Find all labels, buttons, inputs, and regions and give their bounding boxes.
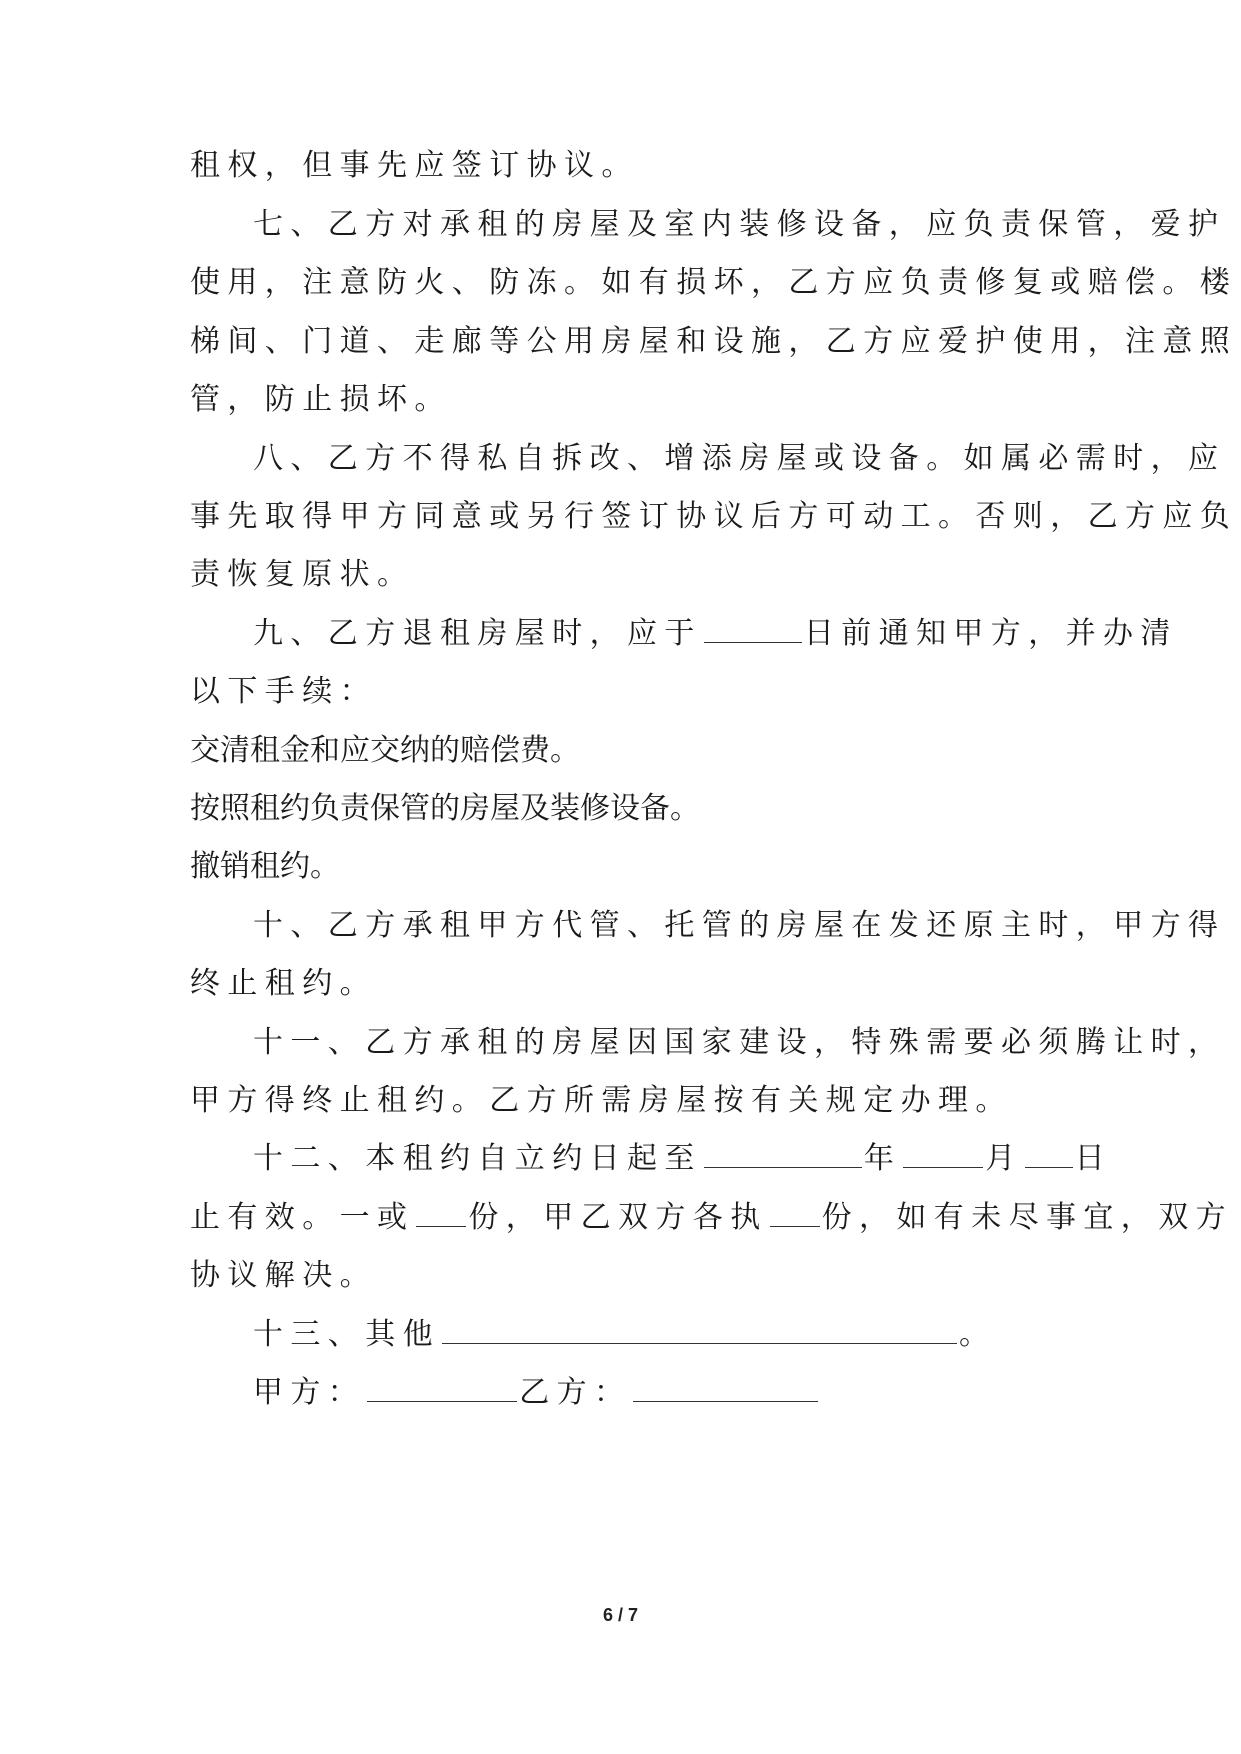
clause-8-line-2: 事先取得甲方同意或另行签订协议后方可动工。否则，乙方应负 bbox=[190, 499, 1238, 534]
clause-9-line-1 bbox=[253, 614, 1178, 654]
clause-9-item-2: 按照租约负责保管的房屋及装修设备。 bbox=[190, 791, 700, 826]
clause-7-line-1: 七、乙方对承租的房屋及室内装修设备，应负责保管，爱护 bbox=[253, 207, 1226, 242]
end-day-blank[interactable] bbox=[1025, 1139, 1073, 1168]
clause-9-text-b: 日前通知甲方，并办清 bbox=[803, 616, 1178, 651]
clause-8-line-3: 责恢复原状。 bbox=[190, 557, 415, 592]
clause-13-period: 。 bbox=[959, 1317, 997, 1352]
clause-13-label: 十三、其他 bbox=[253, 1317, 440, 1352]
clause-7-line-3: 梯间、门道、走廊等公用房屋和设施，乙方应爱护使用，注意照 bbox=[190, 324, 1238, 359]
clause-10-line-1: 十、乙方承租甲方代管、托管的房屋在发还原主时，甲方得 bbox=[253, 908, 1226, 943]
clause-12-text-c: 份，甲乙双方各执 bbox=[468, 1200, 768, 1235]
clause-12-text-b: 止有效。一或 bbox=[190, 1200, 415, 1235]
clause-10-line-2: 终止租约。 bbox=[190, 966, 377, 1001]
party-b-blank[interactable] bbox=[633, 1373, 818, 1402]
clause-9-text-a: 九、乙方退租房屋时，应于 bbox=[253, 616, 702, 651]
clause-12-text-a: 十二、本租约自立约日起至 bbox=[253, 1141, 702, 1176]
clause-13-line bbox=[253, 1315, 996, 1355]
signature-line bbox=[253, 1373, 820, 1413]
clause-9-line-2: 以下手续： bbox=[190, 674, 377, 709]
clause-9-item-3: 撤销租约。 bbox=[190, 849, 340, 884]
page-number: 6 / 7 bbox=[602, 1605, 639, 1625]
month-label: 月 bbox=[985, 1141, 1023, 1176]
clause-12-text-d: 份，如有未尽事宜，双方 bbox=[821, 1200, 1234, 1235]
notice-days-blank[interactable] bbox=[704, 614, 802, 643]
clause-12-line-1 bbox=[253, 1139, 1112, 1179]
clause-12-line-3: 协议解决。 bbox=[190, 1258, 377, 1293]
end-year-blank[interactable] bbox=[704, 1139, 862, 1168]
clause-8-line-1: 八、乙方不得私自拆改、增添房屋或设备。如属必需时，应 bbox=[253, 441, 1226, 476]
party-a-blank[interactable] bbox=[367, 1373, 517, 1402]
clause-7-line-2: 使用，注意防火、防冻。如有损坏，乙方应负责修复或赔偿。楼 bbox=[190, 265, 1238, 300]
copies-each-blank[interactable] bbox=[770, 1198, 820, 1227]
clause-12-line-2 bbox=[190, 1198, 1233, 1238]
day-label: 日 bbox=[1074, 1141, 1113, 1176]
clause-11-line-1: 十一、乙方承租的房屋因国家建设，特殊需要必须腾让时， bbox=[253, 1025, 1226, 1060]
clause-11-line-2: 甲方得终止租约。乙方所需房屋按有关规定办理。 bbox=[190, 1083, 1013, 1118]
year-label: 年 bbox=[863, 1141, 902, 1176]
party-a-label: 甲方： bbox=[253, 1375, 366, 1410]
clause-7-line-4: 管，防止损坏。 bbox=[190, 382, 452, 417]
paragraph-line: 租权，但事先应签订协议。 bbox=[190, 148, 639, 183]
other-terms-blank[interactable] bbox=[442, 1315, 957, 1344]
party-b-label: 乙方： bbox=[519, 1375, 632, 1410]
end-month-blank[interactable] bbox=[903, 1139, 983, 1168]
clause-9-item-1: 交清租金和应交纳的赔偿费。 bbox=[190, 733, 580, 768]
copies-total-blank[interactable] bbox=[416, 1198, 466, 1227]
